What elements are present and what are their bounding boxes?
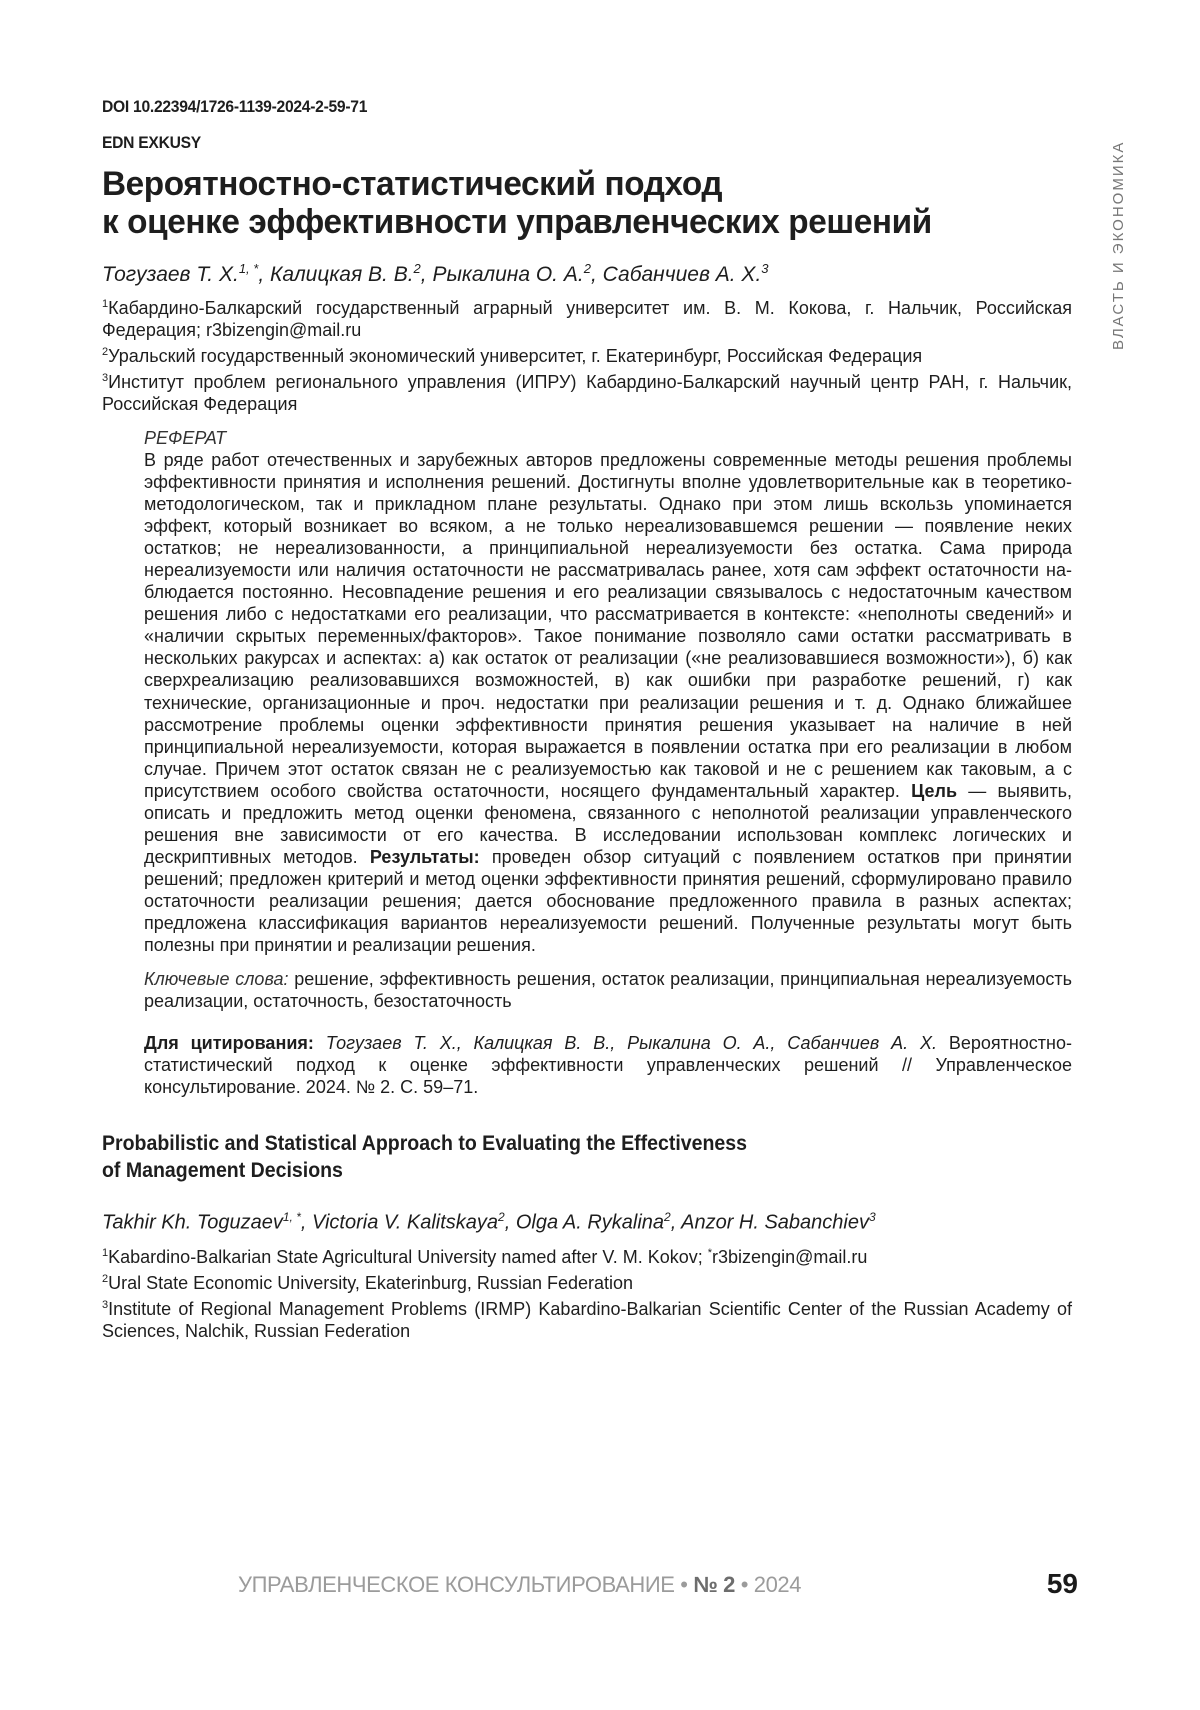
affiliation-ru-1: [102, 293, 1072, 341]
abstract-part-2: — выявить, описать и предложить метод оценки феномена, связанного с неполнотой реализации управленческого решения вне зависимо­сти от его качества. В исследовании использован комплекс логических и дескриптивных методов.: [144, 781, 1072, 867]
affiliation-num: 1: [102, 298, 108, 310]
author-sup: 3: [869, 1210, 876, 1224]
title-ru-line-1: Вероятностно-статистический подход: [102, 165, 722, 203]
abstract-goal-label: Цель: [911, 781, 957, 801]
authors-en: Takhir Kh. Toguzaev1, *, Victoria V. Kalitskaya2, Olga A. Rykalina2, Anzor H. Sabanchiev3: [102, 1204, 882, 1236]
affiliations-en: [102, 1242, 1072, 1342]
journal-title: УПРАВЛЕНЧЕСКОЕ КОНСУЛЬТИРОВАНИЕ: [238, 1572, 675, 1597]
affiliation-en-1: [102, 1242, 1072, 1268]
article-page: [0, 0, 1200, 1710]
authors-ru: Тогузаев Т. Х.1, *, Калицкая В. В.2, Рыкалина О. А.2, Сабанчиев А. Х.3: [102, 261, 1072, 287]
citation-label: Для цитирования:: [144, 1033, 314, 1053]
citation-text: Веро­ятностно-статистический подход к оценке эффективности управленческих решений // Управленческое консультирование. 2024. № 2. С. 59–71.: [144, 1033, 1072, 1097]
affiliation-star: *: [708, 1247, 712, 1259]
affiliation-text: Institute of Regional Management Problems (IRMP) Kabardino-Balkarian Scientific Center of the Russian Academy of Sciences, Nalchik, Russian Federation: [102, 1299, 1072, 1341]
affiliation-text: Кабардино-Балкарский государственный аграрный университет им. В. М. Кокова, г. Нальчик, Российская Федерация; r3bizengin@mail.ru: [102, 298, 1072, 340]
author-sup: 3: [761, 261, 768, 276]
author-sup: 2: [664, 1210, 671, 1224]
affiliation-en-3: [102, 1294, 1072, 1342]
affiliations-ru: [102, 293, 1072, 415]
author-name: Тогузаев Т. Х.: [102, 263, 239, 286]
citation: [144, 1032, 1072, 1098]
title-ru: [102, 165, 1053, 241]
footer-separator: •: [675, 1572, 694, 1597]
affiliation-en-2: [102, 1268, 1072, 1294]
keywords-label: Ключевые слова:: [144, 969, 288, 989]
author-name: Anzor H. Sabanchiev: [681, 1212, 869, 1234]
abstract-text: [144, 449, 1072, 956]
doi-line[interactable]: DOI 10.22394/1726-1139-2024-2-59-71: [102, 97, 994, 117]
author-sup: 1, *: [239, 261, 259, 276]
title-en: [102, 1130, 827, 1184]
affiliation-num: 2: [102, 346, 108, 358]
author-name: Сабанчиев А. Х.: [603, 263, 762, 286]
affiliation-num: 1: [102, 1247, 108, 1259]
journal-year: 2024: [754, 1572, 801, 1597]
title-en-line-2: of Management Decisions: [102, 1159, 343, 1182]
abstract-heading: РЕФЕРАТ: [144, 427, 1072, 449]
affiliation-num: 2: [102, 1273, 108, 1285]
abstract-part-1: В ряде работ отечественных и зарубежных авторов предложены современные методы решения проблемы эффективности принятия и исполнения решений. Достигнуты вполне удовлетворительные как в теоретико-методологическом, так и прикладном плане резуль­таты. Однако при этом лишь вскользь упоминается эффект, который возникает во всяком, а не только нереализовавшемся решении — появление неких остатков; не нереализован­ности, а принципиальной нереализуемости без остатка. Сама природа нереализуемости или наличия остаточности не рассматривалась ранее, хотя сам эффект остаточности на­блюдается постоянно. Несовпадение решения и его реализации связывалось с недоста­точным качеством решения либо с недостатками его реализации, что рассматривается в контексте: «неполноты сведений» и «наличии скрытых переменных/факторов». Такое понимание позволяло сами остатки рассматривать в нескольких ракурсах и аспектах: а) как остаток от реализации («не реализовавшиеся возможности»), б) как сверхреализацию реализовавшихся возможностей, в) как ошибки при разработке решений, г) как технические, организационные и проч. недостатки при реализации решения и т. д. Однако ближайшее рассмотрение проблемы оценки эффективности принятия решения указывает на наличие в ней принципиальной нереализуемости, которая выражается в появлении остатка при его реализации в любом случае. Причем этот остаток связан не с реализуемостью как таковой и не с решением как таковым, а с присутствием особого свойства остаточности, носяще­го фундаментальный характер.: [144, 450, 1072, 801]
affiliation-ru-3: [102, 367, 1072, 415]
journal-issue: № 2: [693, 1572, 735, 1597]
author-name: Victoria V. Kalitskaya: [312, 1212, 498, 1234]
abstract-part-3: проведен обзор ситуаций с появлением остатков при принятии решений; предложен критерий и метод оценки эффективности принятия решений, сфор­мулировано правило остаточности реализации решения; дается обоснование предложен­ного правила в разных аспектах; предложена классификация вариантов нереализуемости решений. Полученные результаты могут быть полезны при принятии и реализации решения.: [144, 847, 1072, 955]
abstract-results-label: Результаты:: [370, 847, 480, 867]
page-footer: [238, 1568, 1078, 1608]
affiliation-email[interactable]: r3bizengin@mail.ru: [712, 1247, 867, 1267]
edn-line: EDN EXKUSY: [102, 133, 994, 153]
title-en-line-1: Probabilistic and Statistical Approach to Evaluating the Effectiveness: [102, 1132, 747, 1155]
author-sup: 2: [584, 261, 591, 276]
author-name: Рыкалина О. А.: [432, 263, 583, 286]
affiliation-num: 3: [102, 1299, 108, 1311]
author-sup: 2: [414, 261, 421, 276]
affiliation-text: Институт проблем регионального управления (ИПРУ) Кабардино-Балкарский научный центр РАН, г. Нальчик, Российская Федерация: [102, 372, 1072, 414]
title-ru-line-2: к оценке эффективности управленческих решений: [102, 203, 932, 241]
author-name: Olga A. Rykalina: [516, 1212, 664, 1234]
citation-authors: Тогузаев Т. Х., Калицкая В. В., Рыкалина О. А., Сабанчиев А. Х.: [314, 1033, 937, 1053]
author-sup: 1, *: [283, 1210, 301, 1224]
journal-name: [238, 1572, 801, 1598]
article-content: [102, 97, 1072, 1342]
abstract-block: [144, 427, 1072, 1098]
affiliation-text: Kabardino-Balkarian State Agricultural University named after V. M. Kokov;: [108, 1247, 708, 1267]
page-number: 59: [1047, 1568, 1078, 1600]
affiliation-num: 3: [102, 372, 108, 384]
keywords: [144, 968, 1072, 1012]
section-side-label: ВЛАСТЬ И ЭКОНОМИКА: [1110, 100, 1140, 350]
author-sup: 2: [498, 1210, 505, 1224]
author-name: Takhir Kh. Toguzaev: [102, 1212, 283, 1234]
affiliation-text: Уральский государственный экономический университет, г. Екатеринбург, Российская Федерация: [108, 346, 922, 366]
affiliation-ru-2: [102, 341, 1072, 367]
author-name: Калицкая В. В.: [270, 263, 414, 286]
keywords-text: решение, эффективность решения, остаток реализации, принципиаль­ная нереализуемость реализации, остаточность, безостаточность: [144, 969, 1072, 1011]
footer-separator: •: [735, 1572, 754, 1597]
affiliation-text: Ural State Economic University, Ekaterinburg, Russian Federation: [108, 1273, 633, 1293]
